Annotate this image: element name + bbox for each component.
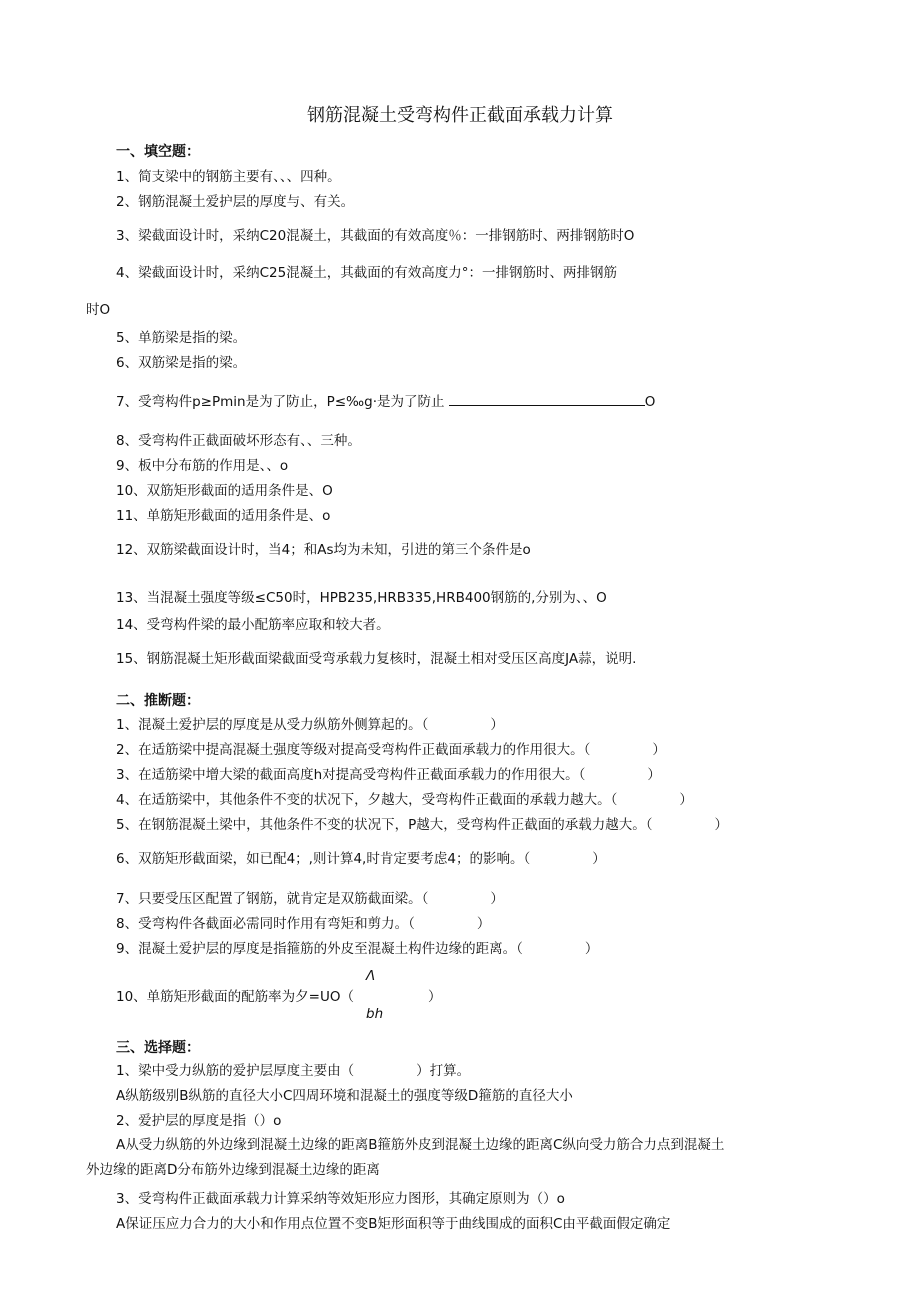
fill-question-9: 9、板中分布筋的作用是、、o xyxy=(116,458,289,474)
tf-close-paren: ） xyxy=(584,941,599,957)
tf-question-8-text: 8、受弯构件各截面必需同时作用有弯矩和剪力。（ xyxy=(116,916,415,932)
tf-close-paren: ） xyxy=(490,717,504,733)
mc-question-1-end: ）打算。 xyxy=(416,1063,471,1079)
tf-close-paren: ） xyxy=(476,916,491,932)
page-title: 钢筋混凝土受弯构件正截面承载力计算 xyxy=(307,105,613,126)
tf-close-paren: ） xyxy=(428,989,442,1005)
tf-question-7-text: 7、只要受压区配置了钢筋，就肯定是双筋截面梁。（ xyxy=(116,891,429,907)
tf-question-1-text: 1、混凝土爱护层的厚度是从受力纵筋外侧算起的。（ xyxy=(116,717,429,733)
fill-question-6: 6、双筋梁是指的梁。 xyxy=(116,355,247,371)
fill-question-1: 1、简支梁中的钢筋主要有、、、四种。 xyxy=(116,169,341,185)
fill-question-7-text: 7、受弯构件p≥Pmin是为了防止，P≤‰g·是为了防止 xyxy=(116,394,445,410)
fill-question-11: 11、单筋矩形截面的适用条件是、o xyxy=(116,508,331,524)
mc-question-2: 2、爱护层的厚度是指（）o xyxy=(116,1113,282,1129)
tf-question-10-text: 10、单筋矩形截面的配筋率为夕=UO（ xyxy=(116,989,354,1005)
tf-question-5-text: 5、在钢筋混凝土梁中，其他条件不变的状况下，P越大，受弯构件正截面的承载力越大。（ xyxy=(116,817,653,833)
tf-close-paren: ） xyxy=(490,891,504,907)
tf-question-3 xyxy=(116,766,661,784)
tf-question-2-text: 2、在适筋梁中提高混凝土强度等级对提高受弯构件正截面承载力的作用很大。（ xyxy=(116,742,591,758)
tf-close-paren: ） xyxy=(592,851,606,867)
fill-question-12: 12、双筋梁截面设计时，当4；和As均为未知，引进的第三个条件是o xyxy=(116,542,531,558)
mc-question-3: 3、受弯构件正截面承载力计算采纳等效矩形应力图形，其确定原则为（）o xyxy=(116,1191,565,1207)
section-heading-fill-in: 一、填空题： xyxy=(116,144,200,160)
tf-close-paren: ） xyxy=(647,767,661,783)
tf-question-10 xyxy=(116,988,442,1006)
tf-close-paren: ） xyxy=(714,817,728,833)
formula-denominator: bh xyxy=(366,1006,384,1022)
tf-question-9 xyxy=(116,940,598,958)
answer-blank xyxy=(449,393,645,406)
tf-question-7 xyxy=(116,890,504,908)
fill-question-7 xyxy=(116,393,655,411)
mc-question-3-options: A保证压应力合力的大小和作用点位置不变B矩形面积等于曲线围成的面积C由平截面假定确定 xyxy=(116,1216,671,1232)
fill-question-4-cont: 时O xyxy=(86,302,111,318)
tf-question-2 xyxy=(116,741,666,759)
section-heading-true-false: 二、推断题： xyxy=(116,693,200,709)
fill-question-14: 14、受弯构件梁的最小配筋率应取和较大者。 xyxy=(116,617,390,633)
tf-close-paren: ） xyxy=(652,742,666,758)
tf-close-paren: ） xyxy=(679,792,693,808)
tf-question-9-text: 9、混凝土爱护层的厚度是指箍筋的外皮至混凝土构件边缘的距离。（ xyxy=(116,941,523,957)
tf-question-4-text: 4、在适筋梁中，其他条件不变的状况下，夕越大，受弯构件正截面的承载力越大。（ xyxy=(116,792,618,808)
mc-question-2-options: A从受力纵筋的外边缘到混凝土边缘的距离B箍筋外皮到混凝土边缘的距离C纵向受力筋合力点到混凝土 xyxy=(116,1137,725,1153)
tf-question-5 xyxy=(116,816,728,834)
tf-question-3-text: 3、在适筋梁中增大梁的截面高度h对提高受弯构件正截面承载力的作用很大。（ xyxy=(116,767,586,783)
fill-question-13: 13、当混凝土强度等级≤C50时，HPB235,HRB335,HRB400钢筋的,分别为、、O xyxy=(116,590,607,606)
fill-question-8: 8、受弯构件正截面破坏形态有、、三种。 xyxy=(116,433,361,449)
fill-question-5: 5、单筋梁是指的梁。 xyxy=(116,330,247,346)
fill-question-7-end: O xyxy=(644,394,656,410)
fill-question-3: 3、梁截面设计时，采纳C20混凝土，其截面的有效高度％：一排钢筋时、两排钢筋时O xyxy=(116,228,635,244)
mc-question-1-text: 1、梁中受力纵筋的爱护层厚度主要由（ xyxy=(116,1063,355,1079)
fill-question-4: 4、梁截面设计时，采纳C25混凝土，其截面的有效高度力°：一排钢筋时、两排钢筋 xyxy=(116,265,617,281)
tf-question-6-text: 6、双筋矩形截面梁，如已配4；,则计算4,时肯定要考虑4；的影响。（ xyxy=(116,851,531,867)
mc-question-1-options: A纵筋级别B纵筋的直径大小C四周环境和混凝土的强度等级D箍筋的直径大小 xyxy=(116,1088,573,1104)
section-heading-multiple-choice: 三、选择题： xyxy=(116,1040,200,1056)
fill-question-15: 15、钢筋混凝土矩形截面梁截面受弯承载力复核时，混凝土相对受压区高度JA蒜，说明. xyxy=(116,651,637,667)
formula-numerator: Λ xyxy=(366,968,376,984)
fill-question-10: 10、双筋矩形截面的适用条件是、O xyxy=(116,483,333,499)
mc-question-2-options-cont: 外边缘的距离D分布筋外边缘到混凝土边缘的距离 xyxy=(86,1162,380,1178)
fill-question-2: 2、钢筋混凝土爱护层的厚度与、有关。 xyxy=(116,194,355,210)
tf-question-1 xyxy=(116,716,504,734)
tf-question-4 xyxy=(116,791,693,809)
tf-question-6 xyxy=(116,850,606,868)
mc-question-1 xyxy=(116,1062,470,1080)
tf-question-8 xyxy=(116,915,490,933)
